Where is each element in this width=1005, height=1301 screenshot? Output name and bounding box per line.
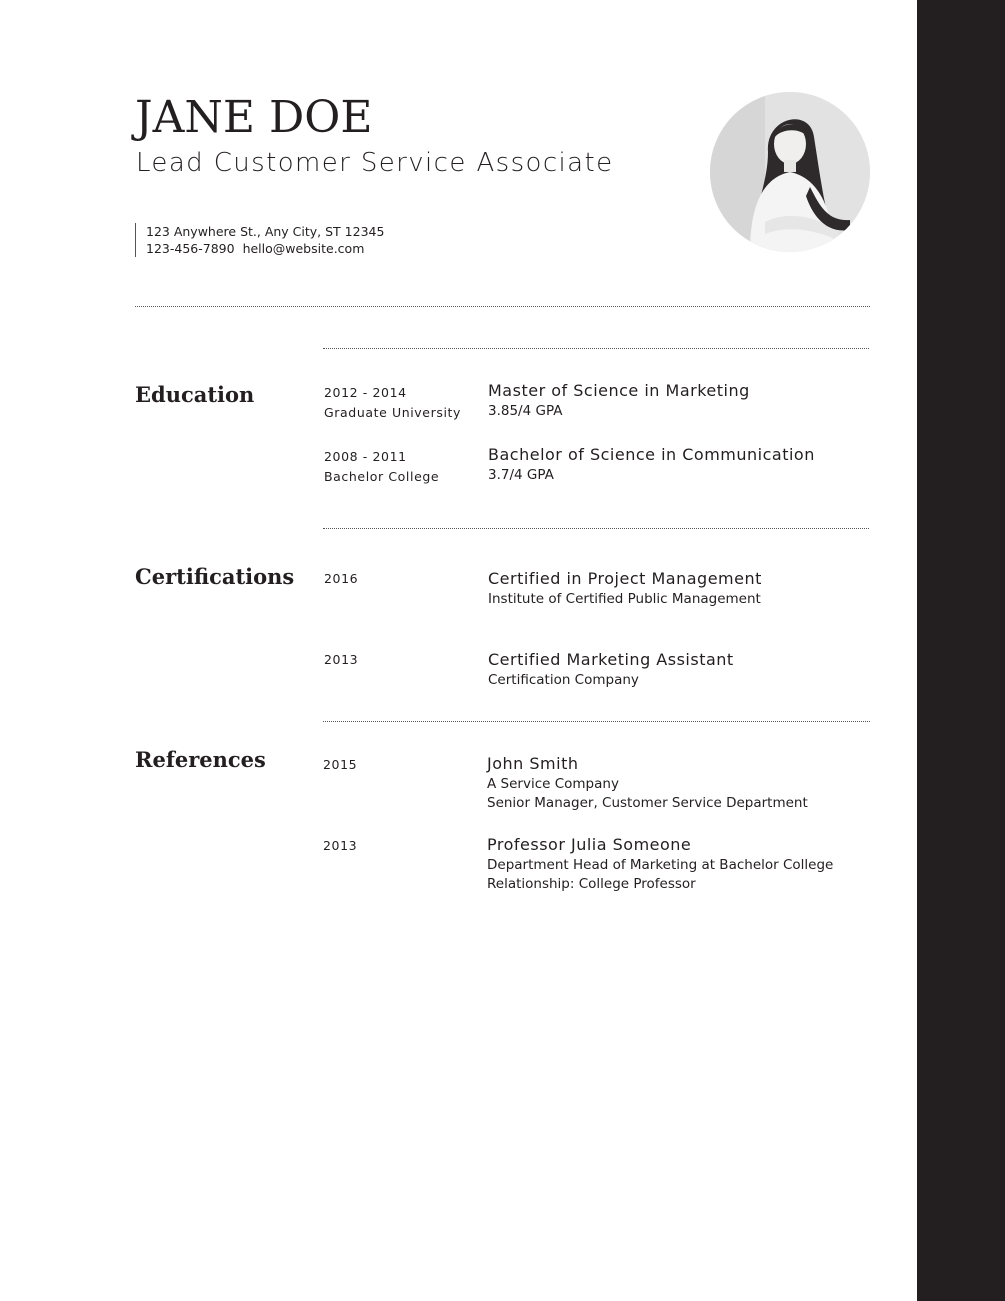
references-divider xyxy=(323,721,870,722)
certification-entry-2-right xyxy=(488,649,734,690)
profile-photo-illustration xyxy=(710,92,870,252)
reference-entry-1-company: A Service Company xyxy=(487,776,619,792)
reference-entry-1-name: John Smith xyxy=(487,754,579,773)
education-divider xyxy=(323,348,869,349)
certification-entry-2-issuer: Certification Company xyxy=(488,672,639,688)
contact-email: hello@website.com xyxy=(242,241,365,256)
profile-photo xyxy=(710,92,870,252)
education-entry-1-left xyxy=(324,383,461,423)
header-divider xyxy=(135,306,870,307)
certification-entry-1-right xyxy=(488,568,762,609)
education-entry-1-gpa: 3.85/4 GPA xyxy=(488,403,563,419)
reference-entry-2-relationship: Relationship: College Professor xyxy=(487,876,696,892)
reference-entry-1-position: Senior Manager, Customer Service Department xyxy=(487,795,808,811)
education-entry-1-right xyxy=(488,380,750,421)
reference-entry-1-right xyxy=(487,753,808,813)
reference-entry-2-year: 2013 xyxy=(323,838,358,853)
education-entry-1-dates: 2012 - 2014 xyxy=(324,385,407,400)
resume-name: JANE DOE xyxy=(135,92,373,143)
contact-phone-email-line xyxy=(146,240,384,257)
references-heading: References xyxy=(135,747,266,772)
certification-entry-1-year: 2016 xyxy=(324,571,359,586)
job-title: Lead Customer Service Associate xyxy=(136,148,614,178)
reference-entry-1-year: 2015 xyxy=(323,757,358,772)
education-entry-2-school: Bachelor College xyxy=(324,469,440,484)
certifications-heading: Certifications xyxy=(135,564,295,589)
contact-phone: 123-456-7890 xyxy=(146,241,235,256)
reference-entry-2-name: Professor Julia Someone xyxy=(487,835,692,854)
certification-entry-2-year: 2013 xyxy=(324,652,359,667)
certifications-divider xyxy=(323,528,869,529)
education-entry-1-degree: Master of Science in Marketing xyxy=(488,381,750,400)
certification-entry-1-issuer: Institute of Certified Public Management xyxy=(488,591,761,607)
education-entry-2-right xyxy=(488,444,815,485)
education-entry-2-gpa: 3.7/4 GPA xyxy=(488,467,554,483)
education-entry-2-degree: Bachelor of Science in Communication xyxy=(488,445,815,464)
education-entry-2-left xyxy=(324,447,439,487)
education-entry-2-dates: 2008 - 2011 xyxy=(324,449,407,464)
contact-block xyxy=(135,223,384,257)
education-entry-1-school: Graduate University xyxy=(324,405,462,420)
reference-entry-2-right xyxy=(487,834,833,894)
certification-entry-1-name: Certified in Project Management xyxy=(488,569,762,588)
decorative-sidebar xyxy=(917,0,1005,1301)
reference-entry-2-position: Department Head of Marketing at Bachelor College xyxy=(487,857,834,873)
contact-address: 123 Anywhere St., Any City, ST 12345 xyxy=(146,224,385,239)
certification-entry-2-name: Certified Marketing Assistant xyxy=(488,650,734,669)
education-heading: Education xyxy=(135,382,255,407)
